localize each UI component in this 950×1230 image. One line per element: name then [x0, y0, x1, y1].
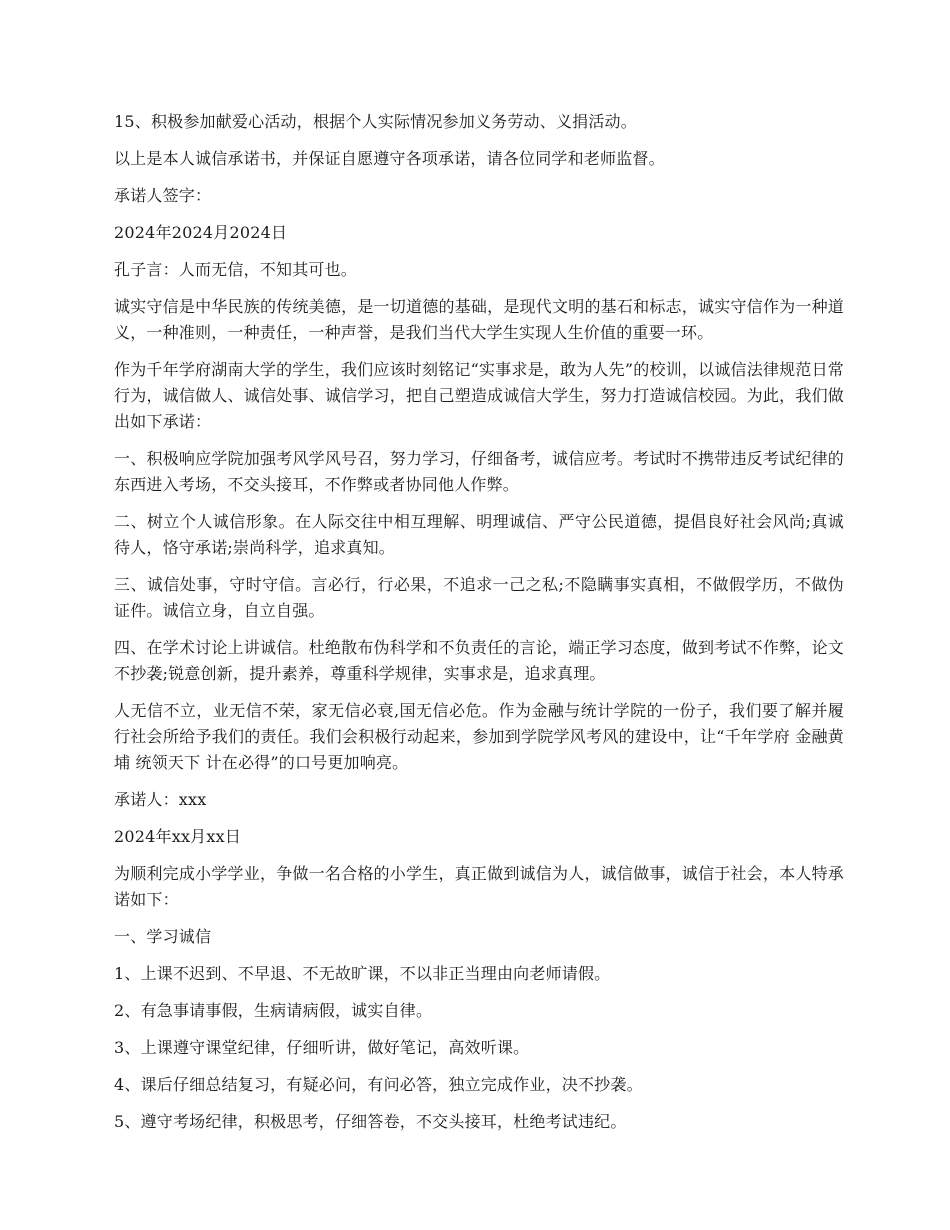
closing-statement: 以上是本人诚信承诺书，并保证自愿遵守各项承诺，请各位同学和老师监督。 — [114, 149, 665, 168]
confucius-quote: 孔子言：人而无信，不知其可也。 — [114, 260, 358, 279]
study-item-1: 1、上课不迟到、不早退、不无故旷课，不以非正当理由向老师请假。 — [114, 964, 611, 983]
intro-paragraph: 诚实守信是中华民族的传统美德，是一切道德的基础，是现代文明的基石和标志，诚实守信作为一种道义，一种准则，一种责任，一种声誉，是我们当代大学生实现人生价值的重要一环。 — [114, 297, 844, 342]
study-item-2: 2、有急事请事假，生病请病假，诚实自律。 — [114, 1001, 433, 1020]
student-pledge-intro: 为顺利完成小学学业，争做一名合格的小学生，真正做到诚信为人，诚信做事，诚信于社会，本人特承诺如下： — [114, 864, 844, 909]
pledge-item-3: 三、诚信处事，守时守信。言必行，行必果，不追求一己之私;不隐瞒事实真相，不做假学历，不做伪证件。诚信立身，自立自强。 — [114, 575, 844, 620]
pledge-item-2: 二、树立个人诚信形象。在人际交往中相互理解、明理诚信、严守公民道德，提倡良好社会风尚;真诚待人，恪守承诺;崇尚科学，追求真知。 — [114, 512, 844, 557]
study-item-4: 4、课后仔细总结复习，有疑必问，有问必答，独立完成作业，决不抄袭。 — [114, 1075, 643, 1094]
pledge-item-4: 四、在学术讨论上讲诚信。杜绝散布伪科学和不负责任的言论，端正学习态度，做到考试不作弊，论文不抄袭;锐意创新，提升素养，尊重科学规律，实事求是，追求真理。 — [114, 638, 844, 683]
signature-date: 2024年2024月2024日 — [114, 223, 288, 242]
study-item-3: 3、上课遵守课堂纪律，仔细听讲，做好笔记，高效听课。 — [114, 1038, 530, 1057]
study-item-5: 5、遵守考场纪律，积极思考，仔细答卷，不交头接耳，杜绝考试违纪。 — [114, 1112, 627, 1131]
context-paragraph: 作为千年学府湖南大学的学生，我们应该时刻铭记“实事求是，敢为人先”的校训，以诚信法律规范日常行为，诚信做人、诚信处事、诚信学习，把自己塑造成诚信大学生，努力打造诚信校园。为此，我们做出如下承诺： — [114, 360, 844, 431]
section-heading-study: 一、学习诚信 — [114, 927, 212, 946]
document-body — [114, 109, 844, 1146]
signature-label: 承诺人签字： — [114, 186, 212, 205]
pledge-item-1: 一、积极响应学院加强考风学风号召，努力学习，仔细备考，诚信应考。考试时不携带违反考试纪律的东西进入考场，不交头接耳，不作弊或者协同他人作弊。 — [114, 449, 844, 494]
conclusion-paragraph: 人无信不立，业无信不荣，家无信必衰,国无信必危。作为金融与统计学院的一份子，我们要了解并履行社会所给予我们的责任。我们会积极行动起来，参加到学院学风考风的建设中，让“千年学府 金融黄埔 统领天下 计在必得”的口号更加响亮。 — [114, 701, 844, 772]
pledge-date: 2024年xx月xx日 — [114, 827, 242, 846]
paragraph-item-15: 15、积极参加献爱心活动，根据个人实际情况参加义务劳动、义捐活动。 — [114, 112, 637, 131]
pledger-name: 承诺人：xxx — [114, 790, 207, 809]
